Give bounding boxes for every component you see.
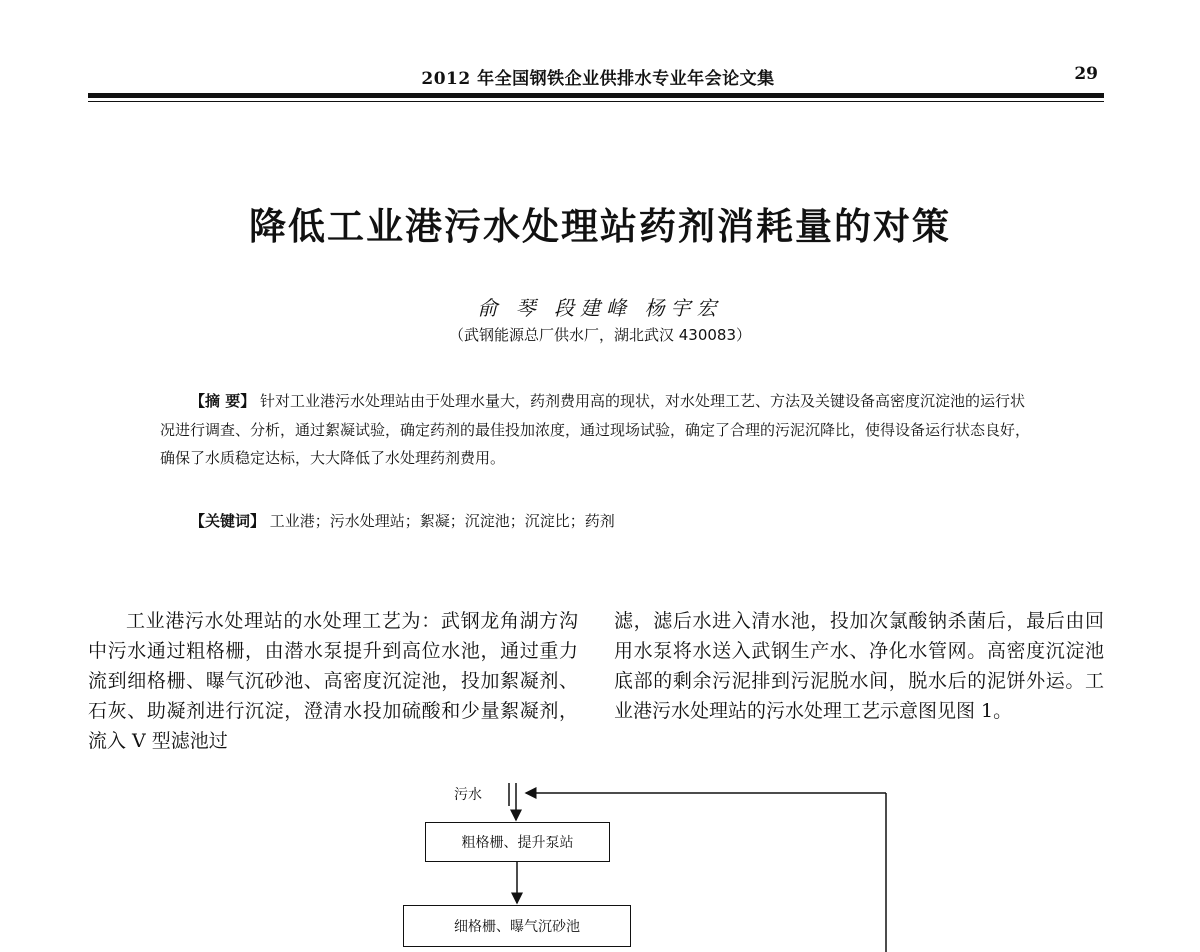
abstract-text: 针对工业港污水处理站由于处理水量大，药剂费用高的现状，对水处理工艺、方法及关键设备高密度沉淀池的运行状况进行调查、分析，通过絮凝试验，确定药剂的最佳投加浓度，通过现场试验，确定了合理的污泥沉降比，使得设备运行状态良好，确保了水质稳定达标，大大降低了水处理药剂费用。 — [160, 392, 1031, 467]
abstract — [160, 387, 1040, 473]
running-head-title: 2012 年全国钢铁企业供排水专业年会论文集 — [421, 69, 775, 89]
abstract-label: 【摘 要】 — [190, 392, 256, 410]
body-column-left — [88, 606, 578, 756]
keywords — [190, 510, 1040, 531]
process-box-coarse-screen: 粗格栅、提升泵站 — [425, 822, 610, 862]
body-right-paragraph: 滤，滤后水进入清水池，投加次氯酸钠杀菌后，最后由回用水泵将水送入武钢生产水、净化水管网。高密度沉淀池底部的剩余污泥排到污泥脱水间，脱水后的泥饼外运。工业港污水处理站的污水处理工艺示意图见图 1。 — [614, 610, 1104, 722]
input-label: 污水 — [454, 787, 482, 803]
affiliation: （武钢能源总厂供水厂，湖北武汉 430083） — [448, 326, 752, 344]
keywords-text: 工业港；污水处理站；絮凝；沉淀池；沉淀比；药剂 — [269, 512, 615, 530]
keywords-label: 【关键词】 — [190, 512, 266, 530]
body-left-paragraph: 工业港污水处理站的水处理工艺为：武钢龙角湖方沟中污水通过粗格栅，由潜水泵提升到高位水池，通过重力流到细格栅、曝气沉砂池、高密度沉淀池，投加絮凝剂、石灰、助凝剂进行沉淀，澄清水投加硫酸和少量絮凝剂，流入 V 型滤池过 — [88, 610, 578, 752]
process-box-fine-screen: 细格栅、曝气沉砂池 — [403, 905, 631, 947]
running-head — [92, 64, 1104, 94]
authors: 俞 琴 段建峰 杨宇宏 — [477, 296, 723, 320]
paper-title: 降低工业港污水处理站药剂消耗量的对策 — [249, 204, 951, 248]
body-column-right — [614, 606, 1104, 726]
header-rule-thick — [88, 93, 1104, 98]
page-number: 29 — [1074, 64, 1098, 84]
header-rule-thin — [88, 101, 1104, 102]
